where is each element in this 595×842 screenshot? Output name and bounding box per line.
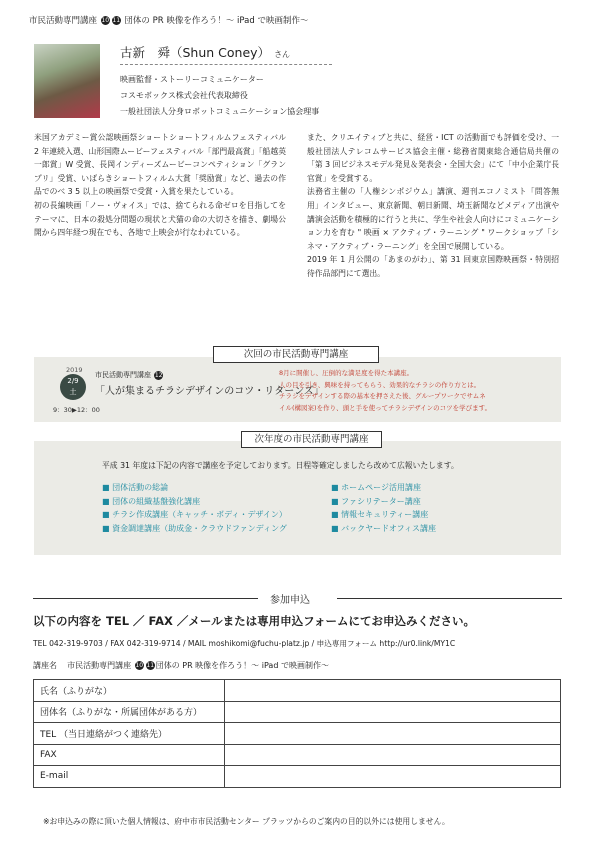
role-item: 一般社団法人分身ロボットコミュニケーション協会理事: [120, 107, 320, 116]
form-row: [34, 766, 561, 788]
session-number: 12: [154, 371, 163, 379]
course-name-line: [33, 660, 329, 671]
speaker-roles: [120, 72, 319, 120]
course-title: 団体の PR 映像を作ろう！～ iPad で映画制作～: [155, 661, 329, 670]
header-title: 団体の PR 映像を作ろう！～ iPad で映画制作～: [124, 16, 309, 26]
speaker-name: [120, 43, 290, 61]
form-row: [34, 701, 561, 723]
honorific: さん: [274, 50, 291, 59]
course-prefix: 市民活動専門講座: [67, 661, 132, 670]
role-item: コスモボックス株式会社代表取締役: [120, 91, 248, 100]
next-session-description: [279, 368, 491, 414]
privacy-note: ※お申込みの際に頂いた個人情報は、府中市市民活動センター プラッツからのご案内の目的以外には使用しません。: [43, 817, 450, 826]
course-item: ■ 情報セキュリティー講座: [331, 508, 436, 522]
next-series: [95, 370, 164, 380]
course-list-left: [102, 481, 287, 535]
session-time: 9：30▶12：00: [53, 406, 100, 414]
field-label: FAX: [34, 744, 225, 766]
course-list-right: [331, 481, 436, 535]
divider: [337, 598, 562, 599]
date-badge: [60, 374, 86, 400]
course-item: ■ 団体活動の総論: [102, 481, 287, 495]
divider: [33, 598, 258, 599]
speaker-name-text: 古新 舜（Shun Coney）: [120, 45, 271, 60]
registration-form: [33, 679, 561, 788]
tel-field[interactable]: [225, 723, 561, 745]
course-label: 講座名: [33, 661, 57, 670]
course-item: ■ 団体の組織基盤強化講座: [102, 495, 287, 509]
bio-paragraph: 2019 年 1 月公開の「あまのがわ」、第 31 回東京国際映画祭・特別招待作品部門にて選出。: [307, 255, 559, 278]
bio-paragraph: 米国アカデミー賞公認映画祭ショートショートフィルムフェスティバル 2 年連続入選、山形国際ムービーフェスティバル「部門最高賞」「船越英一郎賞」W 受賞、長岡インディーズムービーコンペティション「グランプリ」受賞、いばらきショートフィルム大賞「奨励賞」など、過去の作品でのべ 3 5 以上の映画祭で受賞・入賞を果たしている。: [34, 133, 286, 197]
group-name-field[interactable]: [225, 701, 561, 723]
course-item: ■ 資金調達講座（助成金・クラウドファンディング: [102, 522, 287, 536]
speaker-photo: [34, 44, 100, 118]
field-label: 団体名（ふりがな・所属団体がある方）: [34, 701, 225, 723]
next-year-intro: 平成 31 年度は下記の内容で講座を予定しております。日程等確定しましたら改めて広報いたします。: [102, 461, 459, 470]
contact-info: TEL 042-319-9703 / FAX 042-319-9714 / MAIL moshikomi@fuchu-platz.jp / 申込専用フォーム http://ur0.link/MY1C: [33, 639, 456, 648]
next-year-heading: 次年度の市民活動専門講座: [241, 431, 382, 448]
date-text: 2/9: [67, 377, 79, 385]
course-item: ■ バックヤードオフィス講座: [331, 522, 436, 536]
field-label: TEL （当日連絡がつく連絡先）: [34, 723, 225, 745]
session-number: 11: [112, 17, 121, 24]
header-prefix: 市民活動専門講座: [29, 16, 98, 26]
divider: [120, 64, 332, 65]
bio-paragraph: 初の長編映画「ノー・ヴォイス」では、捨てられる命ゼロを目指してをテーマに、日本の殺処分問題の現状と犬猫の命の大切さを描き、劇場公開から四年経つ現在でも、各地で上映会が行なわれている。: [34, 200, 286, 238]
form-row: [34, 680, 561, 702]
apply-lead: 以下の内容を TEL ／ FAX ／メールまたは専用申込フォームにてお申込みください。: [33, 614, 476, 628]
course-item: ■ チラシ作成講座（キャッチ・ボディ・デザイン）: [102, 508, 287, 522]
field-label: 氏名（ふりがな）: [34, 680, 225, 702]
course-item: ■ ホームページ活用講座: [331, 481, 436, 495]
role-item: 映画監督・ストーリーコミュニケーター: [120, 75, 264, 84]
bio-paragraph: また、クリエイティブと共に、経営・ICT の活動面でも評価を受け、一般社団法人テレコムサービス協会主催・総務省関東総合通信局共催の「第 3 回ビジネスモデル発見＆発表会・全国大会」にて「中小企業庁長官賞」を受賞する。: [307, 133, 559, 183]
fax-field[interactable]: [225, 744, 561, 766]
session-number: 10: [135, 662, 144, 669]
session-number: 11: [146, 662, 155, 669]
next-session-heading: 次回の市民活動専門講座: [213, 346, 379, 363]
bio-left: [34, 131, 286, 240]
email-field[interactable]: [225, 766, 561, 788]
name-field[interactable]: [225, 680, 561, 702]
description-line: 8月に開催し、圧倒的な満足度を得た本講座。: [279, 369, 414, 377]
form-row: [34, 744, 561, 766]
next-session-title: 「人が集まるチラシデザインのコツ・リターンズ」: [95, 386, 324, 397]
description-line: 人の目を引き、興味を持ってもらう、効果的なチラシの作り方とは。: [279, 380, 481, 389]
course-item: ■ ファシリテーター講座: [331, 495, 436, 509]
page-header: [29, 14, 308, 26]
next-year: 2019: [66, 366, 83, 374]
description-line: イル(構図案)を作り、頭と手を使ってチラシデザインのコツを学びます。: [279, 403, 492, 412]
form-row: [34, 723, 561, 745]
apply-heading: 参加申込: [270, 595, 310, 606]
bio-right: [307, 131, 559, 281]
bio-paragraph: 法務省主催の「人権シンポジウム」講演、週刊エコノミスト「問答無用」インタビュー、東京新聞、朝日新聞、埼玉新聞などメディア出演や講演会活動を積極的に行うと共に、学生や社会人向けにコミュニケーション力を育む " 映画 × アクティブ・ラーニング " ワークショップ「シネマ・アクティブ・ラーニング」を全国で展開している。: [307, 187, 559, 251]
weekday-text: 土: [69, 388, 77, 396]
field-label: E-mail: [34, 766, 225, 788]
next-series-label: 市民活動専門講座: [95, 371, 151, 379]
session-number: 10: [101, 17, 110, 24]
description-line: チラシをデザインする際の基本を押さえた後、グループワークでサムネ: [279, 392, 486, 400]
